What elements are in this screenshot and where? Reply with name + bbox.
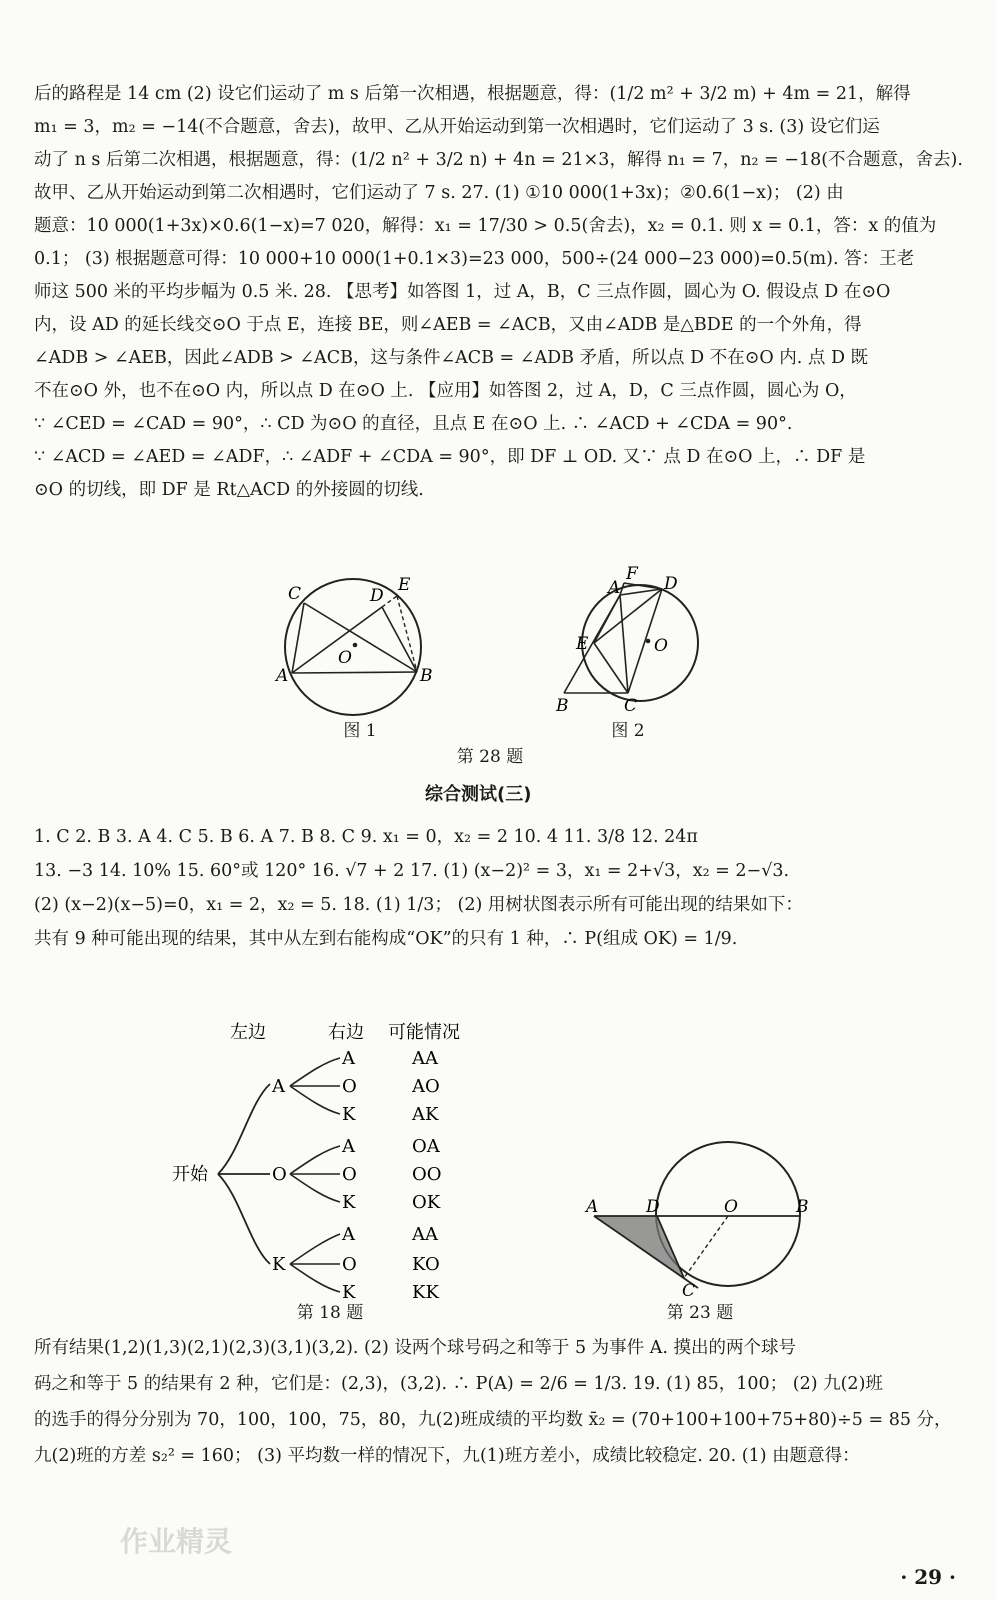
label-d: D: [370, 586, 384, 606]
label-e: E: [398, 575, 411, 595]
text-line: 所有结果(1,2)(1,3)(2,1)(2,3)(3,1)(3,2). (2) 设两个球号码之和等于 5 为事件 A. 摸出的两个球号: [34, 1338, 796, 1358]
segment-be: [397, 596, 417, 672]
text-line: ⊙O 的切线，即 DF 是 Rt△ACD 的外接圆的切线.: [34, 480, 424, 500]
header-right: 右边: [328, 1022, 364, 1043]
figure-23: [580, 1130, 820, 1300]
label-o: O: [338, 648, 352, 668]
center-point: [646, 639, 651, 644]
watermark: 作业精灵: [120, 1525, 233, 1558]
text-line: m₁ = 3，m₂ = −14(不合题意，舍去)，故甲、乙从开始运动到第一次相遇时，它们运动了 3 s. (3) 设它们运: [34, 117, 880, 137]
second-node: A: [342, 1048, 355, 1069]
outcome: KO: [412, 1254, 440, 1275]
start-node: 开始: [172, 1164, 208, 1185]
first-node-k: K: [272, 1254, 286, 1275]
label-d: D: [646, 1197, 660, 1217]
center-point: [353, 643, 358, 648]
segment-ac: [620, 595, 628, 693]
text-line: 不在⊙O 外，也不在⊙O 内，所以点 D 在⊙O 上. 【应用】如答图 2，过 A，D，C 三点作圆，圆心为 O，: [34, 381, 857, 401]
answer-paragraph: [34, 820, 964, 956]
label-o: O: [724, 1197, 738, 1217]
branch: [218, 1174, 270, 1264]
header-left: 左边: [230, 1022, 266, 1043]
text-line: 13. −3 14. 10% 15. 60°或 120° 16. √7 + 2 17. (1) (x−2)² = 3，x₁ = 2+√3，x₂ = 2−√3.: [34, 861, 790, 881]
circle-o: [582, 585, 698, 701]
label-a: A: [608, 578, 621, 598]
outcome: AO: [412, 1076, 440, 1097]
segment-de: [382, 596, 397, 607]
page-number: · 29 ·: [900, 1565, 956, 1589]
text-line: 九(2)班的方差 s₂² = 160； (3) 平均数一样的情况下，九(1)班方差小，成绩比较稳定. 20. (1) 由题意得：: [34, 1446, 860, 1466]
label-b: B: [796, 1197, 809, 1217]
text-line: 共有 9 种可能出现的结果，其中从左到右能构成“OK”的只有 1 种，∴ P(组成 OK) = 1/9.: [34, 929, 738, 949]
figure-23-caption: 第 23 题: [666, 1303, 734, 1323]
figure-1-caption: 图 1: [343, 721, 377, 741]
outcome: AK: [412, 1104, 439, 1125]
second-node: K: [342, 1192, 356, 1213]
figure-18-caption: 第 18 题: [296, 1303, 364, 1323]
text-line: 0.1； (3) 根据题意可得：10 000+10 000(1+0.1×3)=23 000，500÷(24 000−23 000)=0.5(m). 答：王老: [34, 249, 915, 269]
figure-28-2: [548, 565, 718, 715]
label-c: C: [682, 1281, 696, 1300]
second-node: A: [342, 1224, 355, 1245]
segment-ad: [292, 607, 382, 673]
label-c: C: [624, 696, 638, 715]
outcome: KK: [412, 1282, 439, 1303]
segment-oc: [684, 1216, 728, 1278]
segment-ab: [292, 672, 417, 673]
outcome: AA: [412, 1048, 438, 1069]
solution-paragraph-top: [34, 78, 964, 507]
outcome: OK: [412, 1192, 441, 1213]
solution-paragraph-bottom: [34, 1330, 964, 1474]
tree-diagram: [160, 1012, 500, 1312]
text-line: (2) (x−2)(x−5)=0，x₁ = 2，x₂ = 5. 18. (1) 1/3； (2) 用树状图表示所有可能出现的结果如下：: [34, 895, 803, 915]
text-line: 内，设 AD 的延长线交⊙O 于点 E，连接 BE，则∠AEB = ∠ACB，又由∠ADB 是△BDE 的一个外角，得: [34, 315, 862, 335]
text-line: ∵ ∠CED = ∠CAD = 90°，∴ CD 为⊙O 的直径，且点 E 在⊙O 上. ∴ ∠ACD + ∠CDA = 90°.: [34, 414, 793, 434]
label-d: D: [664, 574, 678, 594]
text-line: 师这 500 米的平均步幅为 0.5 米. 28. 【思考】如答图 1，过 A，B，C 三点作圆，圆心为 O. 假设点 D 在⊙O: [34, 282, 891, 302]
label-c: C: [288, 584, 302, 604]
label-f: F: [626, 565, 638, 584]
text-line: 题意：10 000(1+3x)×0.6(1−x)=7 020，解得：x₁ = 17/30 > 0.5(舍去)，x₂ = 0.1. 则 x = 0.1，答：x 的值为: [34, 216, 937, 236]
branch: [218, 1084, 270, 1174]
second-node: K: [342, 1282, 356, 1303]
first-node-o: O: [272, 1164, 287, 1185]
label-a: A: [586, 1197, 599, 1217]
outcome: AA: [412, 1224, 438, 1245]
outcome: OO: [412, 1164, 442, 1185]
figure-28-1: [270, 565, 460, 725]
text-line: ∵ ∠ACD = ∠AED = ∠ADF，∴ ∠ADF + ∠CDA = 90°，即 DF ⊥ OD. 又∵ 点 D 在⊙O 上，∴ DF 是: [34, 447, 866, 467]
label-e: E: [576, 634, 589, 654]
label-b: B: [556, 696, 569, 715]
first-node-a: A: [272, 1076, 285, 1097]
text-line: 后的路程是 14 cm (2) 设它们运动了 m s 后第一次相遇，根据题意，得：(1/2 m² + 3/2 m) + 4m = 21，解得: [34, 84, 911, 104]
figure-28-caption: 第 28 题: [456, 747, 524, 767]
text-line: ∠ADB > ∠AEB，因此∠ADB > ∠ACB，这与条件∠ACB = ∠ADB 矛盾，所以点 D 不在⊙O 内. 点 D 既: [34, 348, 869, 368]
second-node: O: [342, 1076, 357, 1097]
text-line: 1. C 2. B 3. A 4. C 5. B 6. A 7. B 8. C 9. x₁ = 0，x₂ = 2 10. 4 11. 3/8 12. 24π: [34, 827, 698, 847]
section-title: 综合测试(三): [425, 784, 532, 805]
label-o: O: [654, 636, 668, 656]
outcome: OA: [412, 1136, 440, 1157]
second-node: O: [342, 1254, 357, 1275]
text-line: 的选手的得分分别为 70，100，100，75，80，九(2)班成绩的平均数 x̄₂ = (70+100+100+75+80)÷5 = 85 分，: [34, 1410, 952, 1430]
segment-cb: [304, 603, 417, 672]
second-node: K: [342, 1104, 356, 1125]
circle-o: [285, 579, 421, 715]
header-outcome: 可能情况: [388, 1022, 460, 1043]
text-line: 码之和等于 5 的结果有 2 种，它们是：(2,3)，(3,2). ∴ P(A) = 2/6 = 1/3. 19. (1) 85，100； (2) 九(2)班: [34, 1374, 883, 1394]
second-node: A: [342, 1136, 355, 1157]
second-node: O: [342, 1164, 357, 1185]
text-line: 动了 n s 后第二次相遇，根据题意，得：(1/2 n² + 3/2 n) + 4n = 21×3，解得 n₁ = 7，n₂ = −18(不合题意，舍去).: [34, 150, 963, 170]
figure-2-caption: 图 2: [611, 721, 645, 741]
text-line: 故甲、乙从开始运动到第二次相遇时，它们运动了 7 s. 27. (1) ①10 000(1+3x)；②0.6(1−x)； (2) 由: [34, 183, 844, 203]
label-b: B: [420, 666, 433, 686]
label-a: A: [276, 666, 289, 686]
